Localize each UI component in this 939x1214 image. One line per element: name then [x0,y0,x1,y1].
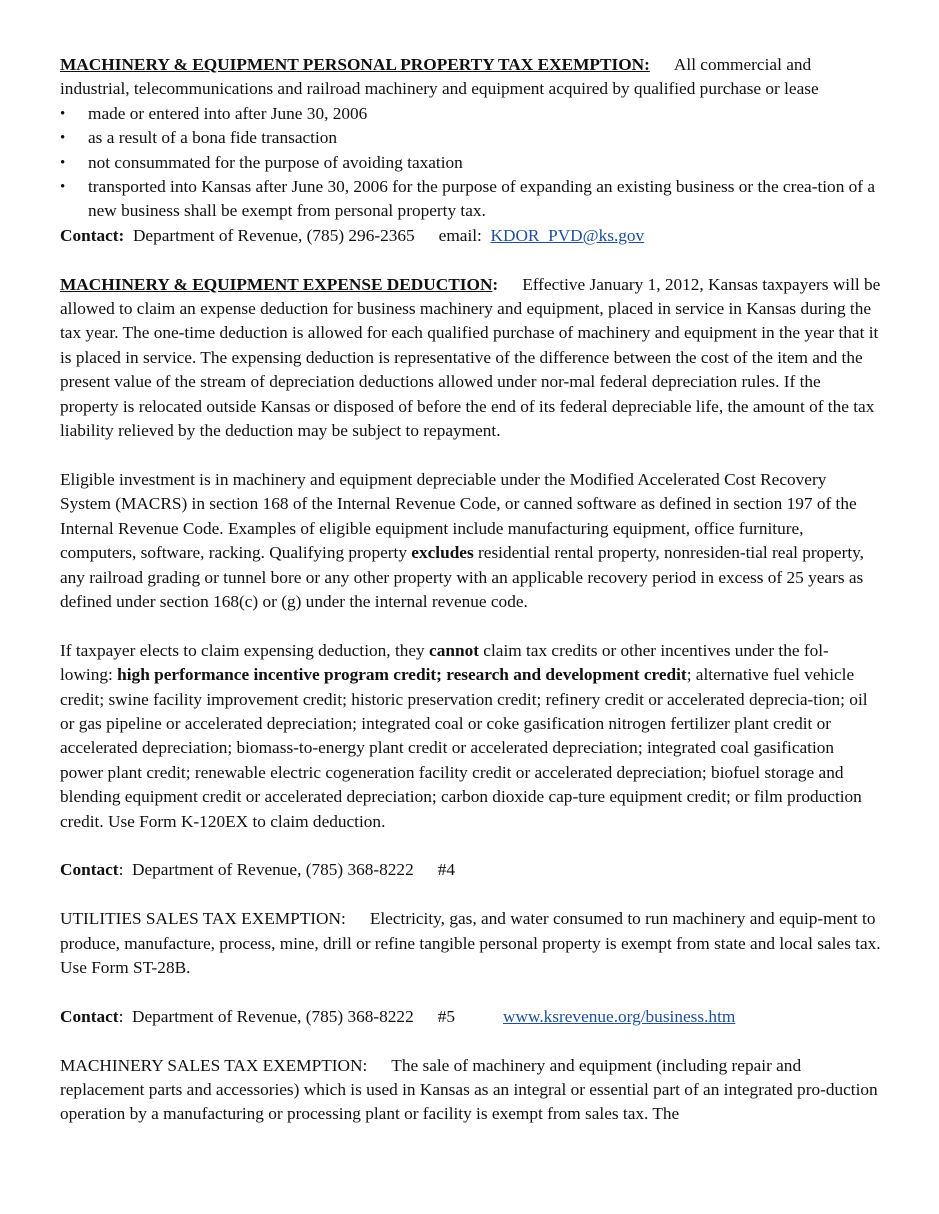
text-run: claim tax credits or other incentives under the fol-lowing: [60,640,829,685]
text-run: ; alternative fuel vehicle credit; swine facility improvement credit; historic preservation credit; refinery credit or accelerated deprecia-tion; oil or gas pipeline or accelerated depreciation; integrated coal or coke gasification nitrogen fertilizer plant credit or accelerated depreciation; biomass-to-energy plant credit or accelerated depreciation; integrated coal gasification power plant credit; renewable electric cogeneration facility credit or accelerated depreciation; biofuel storage and blending equipment credit or accelerated depreciation; carbon dioxide cap-ture equipment credit; or film production credit. Use Form K-120EX to claim deduction. [60,665,868,831]
contact-text: Department of Revenue, (785) 368-8222 [132,1006,414,1026]
paragraph: Effective January 1, 2012, Kansas taxpayers will be allowed to claim an expense deduction for business machinery and equipment, placed in service in Kansas during the tax year. The one-time deduction is allowed for each qualified purchase of machinery and equipment in the year that it is placed in service. The expensing deduction is representative of the difference between the cost of the item and the present value of the stream of depreciation deductions allowed under nor-mal federal depreciation rules. If the property is relocated outside Kansas or disposed of before the end of its federal depreciable life, the amount of the tax liability relieved by the deduction may be subject to repayment. [60,274,881,441]
contact-label: Contact [60,1006,119,1026]
section-heading: MACHINERY & EQUIPMENT EXPENSE DEDUCTION [60,274,493,294]
contact-line [60,224,881,248]
contact-text: Department of Revenue, (785) 296-2365 [132,225,415,245]
text-run: residential rental property, nonresiden-tial real property, any railroad grading or tunnel bore or any other property with an applicable recovery period in excess of 25 years as defined under section 168(c) or (g) under the internal revenue code. [60,543,864,611]
text-run: Eligible investment is in machinery and equipment depreciable under the Modified Accelerated Cost Recovery System (MACRS) in section 168 of the Internal Revenue Code, or canned software as defined in section 197 of the Internal Revenue Code. Examples of eligible equipment include manufacturing equipment, office furniture, computers, software, racking. Qualifying property [60,469,857,563]
list-item: • transported into Kansas after June 30, 2006 for the purpose of expanding an existing business or the crea-tion of a new business shall be exempt from personal property tax. [60,175,881,224]
website-link[interactable]: www.ksrevenue.org/business.htm [503,1006,736,1026]
list-item: • made or entered into after June 30, 2006 [60,102,881,126]
section-heading: MACHINERY & EQUIPMENT PERSONAL PROPERTY TAX EXEMPTION: [60,55,650,74]
email-label: email: [438,225,482,245]
emphasis: high performance incentive program credit; research and development credit [117,665,687,685]
email-link[interactable]: KDOR_PVD@ks.gov [490,225,645,245]
contact-line [60,858,881,882]
paragraph: The sale of machinery and equipment (including repair and replacement parts and accessories) which is used in Kansas as an integral or essential part of an integrated pro-duction operation by a manufacturing or processing plant or facility is exempt from sales tax. The [60,1055,878,1124]
exclusions-paragraph [60,639,881,834]
contact-colon: : [118,1006,124,1026]
contact-colon: : [118,860,124,880]
paragraph: Electricity, gas, and water consumed to run machinery and equip-ment to produce, manufacture, process, mine, drill or refine tangible personal property is exempt from state and local sales tax. Use Form ST-28B. [60,909,881,977]
section-utilities-exemption [60,907,881,980]
section-expense-deduction [60,273,881,444]
contact-extension: #5 [437,1006,455,1026]
contact-text: Department of Revenue, (785) 368-8222 [132,860,414,880]
list-item: • as a result of a bona fide transaction [60,126,881,150]
section-machinery-sales-exemption [60,1054,881,1127]
section-heading: MACHINERY SALES TAX EXEMPTION: [60,1055,368,1075]
section-intro: All commercial and industrial, telecommunications and railroad machinery and equipment acquired by qualified purchase or lease [60,55,819,99]
contact-line [60,1005,881,1029]
contact-label: Contact: [60,225,125,245]
criteria-list [60,102,881,224]
section-heading: UTILITIES SALES TAX EXEMPTION: [60,909,346,929]
list-item: • not consummated for the purpose of avoiding taxation [60,151,881,175]
contact-extension: #4 [437,860,455,880]
section-personal-property-exemption [60,53,881,102]
emphasis: excludes [411,543,474,563]
eligible-investment-paragraph [60,468,881,614]
emphasis: cannot [429,640,479,660]
heading-colon: : [492,274,499,294]
contact-label: Contact [60,860,119,880]
text-run: If taxpayer elects to claim expensing deduction, they [60,640,425,660]
